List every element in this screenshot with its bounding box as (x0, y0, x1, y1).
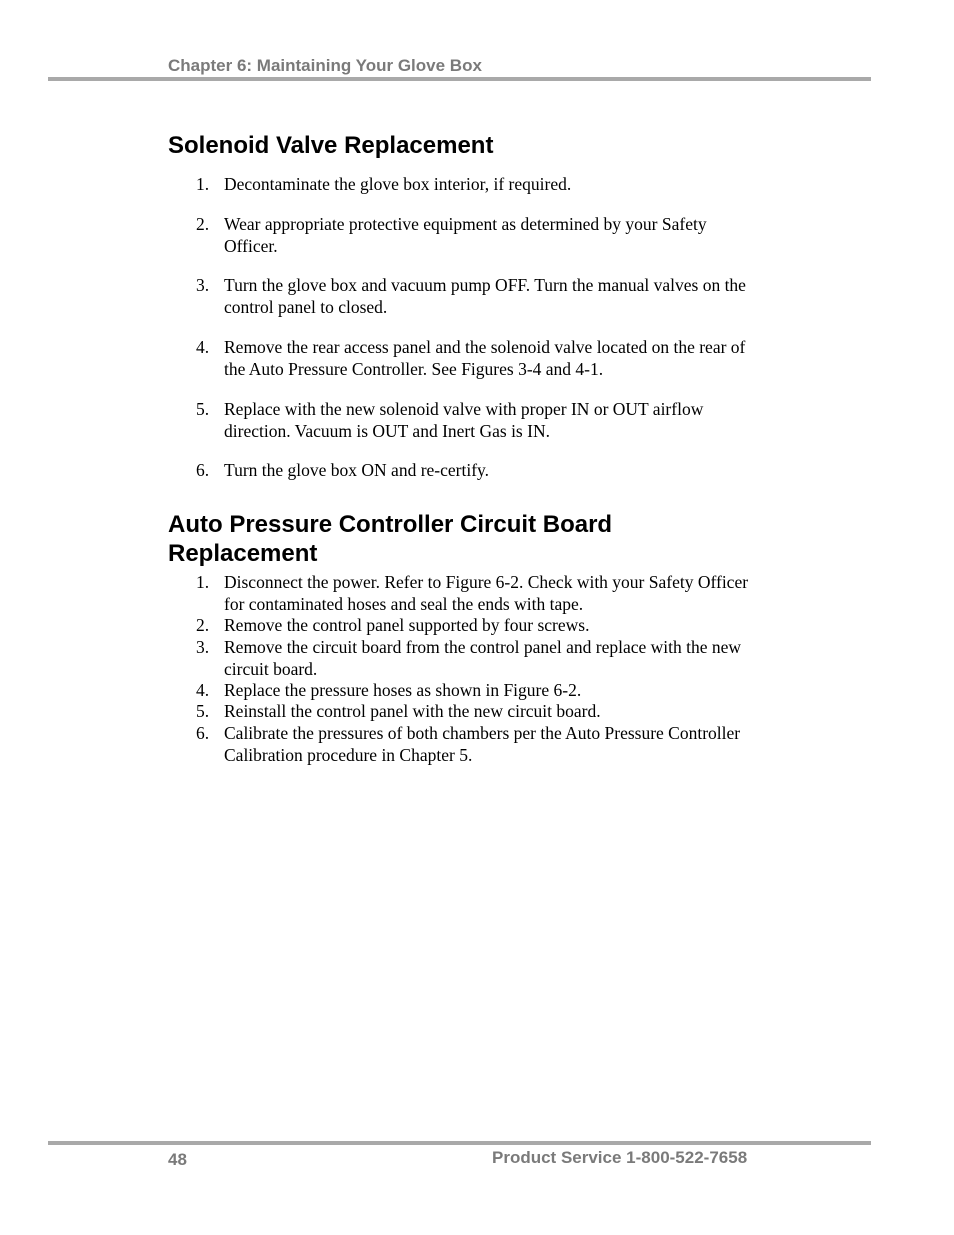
step-number: 4. (196, 337, 210, 357)
step-number: 6. (196, 460, 210, 480)
product-service-phone: Product Service 1-800-522-7658 (492, 1148, 748, 1167)
section-heading-solenoid: Solenoid Valve Replacement (168, 132, 494, 159)
header-rule (48, 77, 871, 81)
step-number: 4. (196, 680, 210, 700)
step-number: 2. (196, 214, 210, 234)
step-text: Remove the rear access panel and the solenoid valve located on the rear of the Auto Pressure Controller. See Figures 3-4 and 4-1. (224, 337, 746, 379)
step-number: 3. (196, 275, 210, 295)
step-number: 1. (196, 174, 210, 194)
section-heading-circuit-board: Auto Pressure Controller Circuit Board Replacement (168, 511, 613, 567)
step-text: Reinstall the control panel with the new circuit board. (224, 701, 601, 721)
step-text: Turn the glove box and vacuum pump OFF. Turn the manual valves on the control panel to closed. (224, 275, 746, 317)
page-number: 48 (168, 1150, 187, 1169)
step-text: Remove the circuit board from the control panel and replace with the new circuit board. (224, 637, 742, 679)
step-number: 5. (196, 701, 210, 721)
step-number: 6. (196, 723, 210, 743)
step-number: 5. (196, 399, 210, 419)
step-number: 3. (196, 637, 210, 657)
step-text: Replace the pressure hoses as shown in Figure 6-2. (224, 680, 582, 700)
step-text: Turn the glove box ON and re-certify. (224, 460, 490, 480)
step-text: Calibrate the pressures of both chambers per the Auto Pressure Controller Calibration procedure in Chapter 5. (224, 723, 741, 765)
footer-rule (48, 1141, 871, 1145)
step-text: Remove the control panel supported by four screws. (224, 615, 590, 635)
chapter-header: Chapter 6: Maintaining Your Glove Box (168, 56, 482, 75)
step-text: Disconnect the power. Refer to Figure 6-2. Check with your Safety Officer for contaminated hoses and seal the ends with tape. (224, 572, 749, 614)
step-number: 2. (196, 615, 210, 635)
step-number: 1. (196, 572, 210, 592)
step-text: Decontaminate the glove box interior, if required. (224, 174, 572, 194)
step-text: Replace with the new solenoid valve with proper IN or OUT airflow direction. Vacuum is OUT and Inert Gas is IN. (224, 399, 704, 441)
step-text: Wear appropriate protective equipment as determined by your Safety Officer. (224, 214, 707, 256)
